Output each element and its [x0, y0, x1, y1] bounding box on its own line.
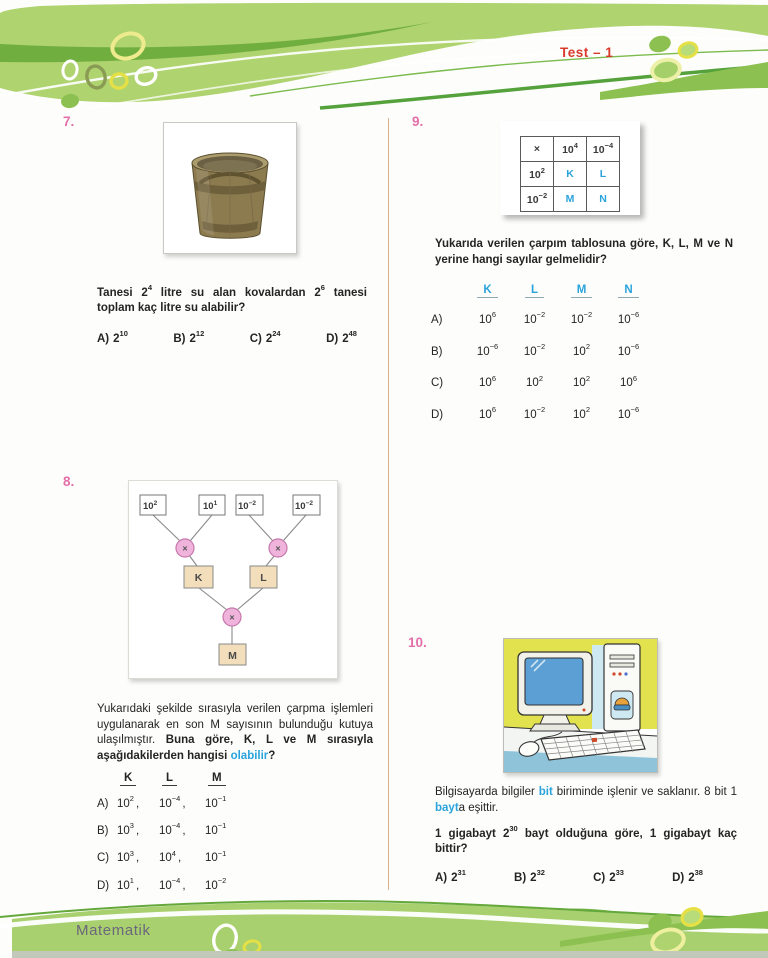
question9-text: Yukarıda verilen çarpım tablosuna göre, K, L, M ve N yerine hangi sayılar gelmelidir?	[435, 238, 733, 266]
question7-options	[97, 330, 357, 345]
q9-column-headers: K L M N	[431, 284, 652, 298]
question10-intro-text: Bilgisayarda bilgiler bit biriminde işlenir ve saklanır. 8 bit 1 bayta eşittir.	[435, 786, 737, 814]
svg-text:101: $10^1$	[203, 500, 218, 512]
times-symbol: ×	[275, 543, 281, 554]
q8-option-b: B) $10^3$ , $10^{-4}$ , $10^{-1}$	[97, 821, 227, 838]
question7-bucket-photo	[163, 122, 297, 254]
q8-option-d: D) $10^1$ , $10^{-4}$ , $10^{-2}$	[97, 875, 227, 892]
question10-number: 10.	[408, 635, 427, 650]
question9-number: 9.	[412, 114, 424, 129]
svg-text:L: L	[260, 572, 267, 584]
svg-text:10−2: $10^{-2}$	[295, 500, 313, 512]
question7-number: 7.	[63, 114, 75, 129]
question10-text: 1 gigabayt $2^{30}$ bayt olduğuna göre, 1 gigabayt kaç bittir?	[435, 824, 738, 856]
times-symbol: ×	[229, 612, 235, 623]
q10-option-a: A) $2^{31}$	[435, 868, 466, 884]
subject-footer-label: Matematik	[76, 922, 151, 939]
header-green-swoosh-decoration	[0, 0, 768, 118]
question8-text: Yukarıdaki şekilde sırasıyla verilen çarpma işlemleri uygulanarak en son M sayısının bulunduğu kutuya ulaşılmıştır. Buna göre, K, L ve M sırasıyla aşağıdakilerden hangisi olabilir?	[97, 703, 373, 762]
q9-option-d: D) $10^6$ $10^{-2}$ $10^2$ $10^{-6}$	[431, 405, 640, 422]
test-number-label: Test – 1	[560, 45, 614, 60]
q10-option-b: B) $2^{32}$	[514, 868, 545, 884]
q10-option-c: C) $2^{33}$	[593, 868, 624, 884]
q7-option-a: A) $2^{10}$	[97, 329, 128, 345]
question7-text: Tanesi $2^4$ litre su alan kovalardan $2^6$ tanesi toplam kaç litre su alabilir?	[97, 283, 368, 315]
multiplication-table: × $10^4$ $10^{-4}$ $10^2$ K L $10^{-2}$ M N	[520, 136, 620, 212]
question10-computer-image	[503, 638, 658, 773]
question9-table-card	[500, 121, 640, 215]
q8-option-a: A) $10^2$ , $10^{-4}$ , $10^{-1}$	[97, 794, 227, 810]
q9-option-a: A) $10^6$ $10^{-2}$ $10^{-2}$ $10^{-6}$	[431, 310, 640, 326]
q9-option-c: C) $10^6$ $10^2$ $10^2$ $10^6$	[431, 373, 637, 390]
q7-option-b: B) $2^{12}$	[173, 329, 205, 345]
svg-text:102: $10^2$	[143, 500, 158, 512]
q8-option-c: C) $10^3$ , $10^4$ , $10^{-1}$	[97, 848, 227, 865]
svg-text:K: K	[194, 572, 203, 584]
q10-option-d: D) $2^{38}$	[672, 868, 703, 884]
question9-answer-block	[431, 284, 652, 438]
footer-green-swoosh-decoration	[0, 865, 768, 958]
multiplication-flow-diagram	[129, 481, 337, 678]
times-symbol: ×	[182, 543, 188, 554]
q9-option-b: B) $10^{-6}$ $10^{-2}$ $10^2$ $10^{-6}$	[431, 341, 640, 358]
question8-number: 8.	[63, 474, 75, 489]
q7-option-d: D) $2^{48}$	[326, 329, 357, 345]
svg-text:10−2: $10^{-2}$	[238, 500, 256, 512]
q7-option-c: C) $2^{24}$	[249, 329, 281, 345]
times-symbol: ×	[521, 137, 554, 162]
svg-text:M: M	[228, 650, 237, 662]
bucket-illustration	[164, 123, 296, 253]
column-divider-line	[388, 118, 389, 890]
computer-illustration	[504, 639, 657, 772]
q8-column-headers: K L M	[97, 772, 249, 786]
question8-diagram-box	[128, 480, 338, 679]
